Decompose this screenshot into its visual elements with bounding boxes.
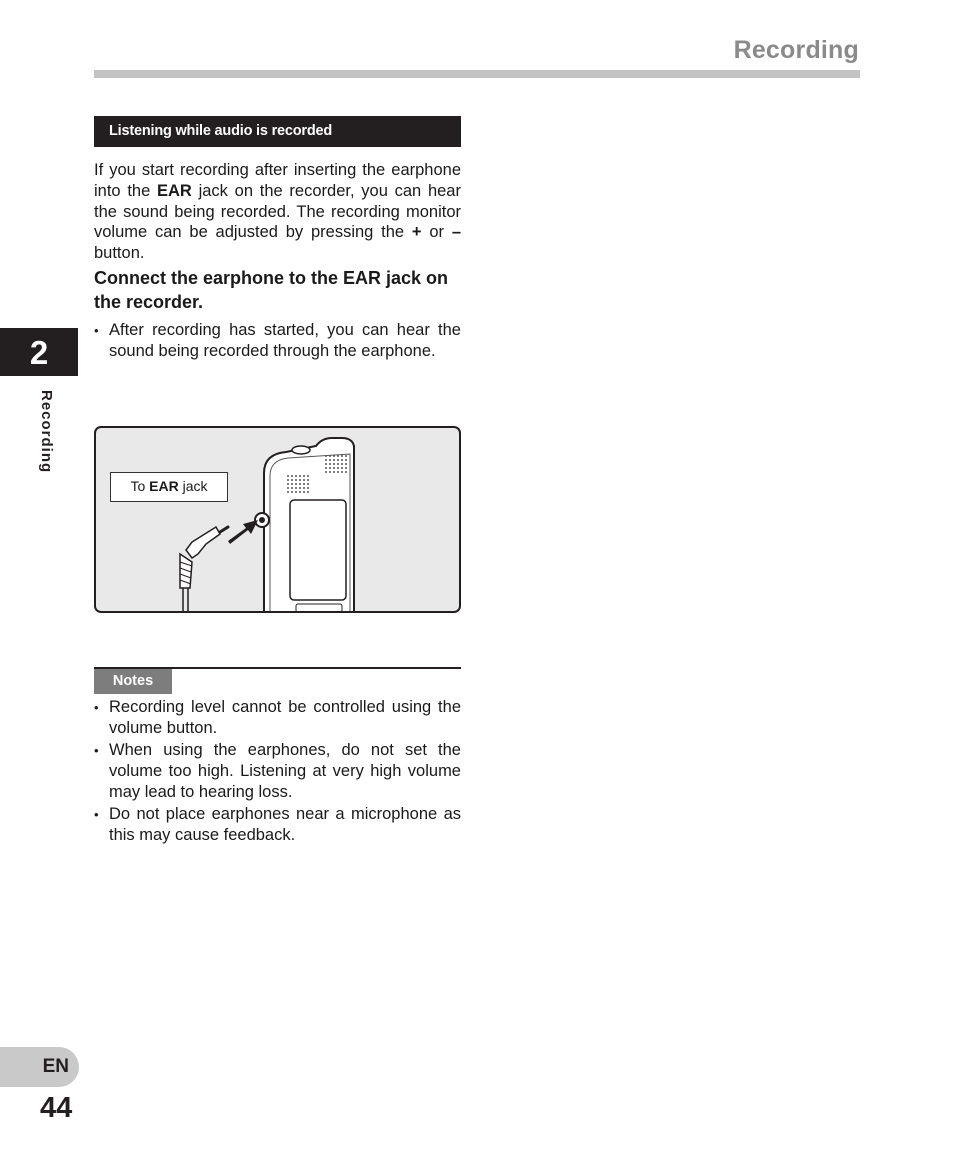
section-heading: Listening while audio is recorded [94,116,461,147]
chapter-number-tab: 2 [0,328,78,376]
intro-paragraph: If you start recording after inserting the earphone into the EAR jack on the recorder, you can hear the sound being recorded. The recording monitor volume can be adjusted by pressing the + or – button. [94,161,461,263]
list-item: • After recording has started, you can hear the sound being recorded through the earphone. [94,320,461,362]
notes-label: Notes [94,669,172,694]
instruction-heading: Connect the earphone to the EAR jack on the recorder. [94,268,449,312]
chapter-title-vertical: Recording [38,390,55,474]
ear-label: EAR [157,181,192,200]
page-title: Recording [733,36,859,64]
step-bullet-list [94,320,461,362]
ear-jack-callout: To EAR jack [110,472,228,502]
list-item: • Recording level cannot be controlled using the volume button. [94,697,461,739]
recorder-earphone-drawing [96,428,461,613]
header-rule [94,70,860,78]
language-badge: EN [0,1047,79,1087]
list-item: • Do not place earphones near a microphone as this may cause feedback. [94,804,461,846]
earphone-illustration [94,426,461,613]
page-number: 44 [40,1092,73,1124]
notes-list [94,697,461,847]
plus-symbol: + [411,223,422,242]
minus-symbol: – [451,223,461,242]
list-item: • When using the earphones, do not set the volume too high. Listening at very high volume may lead to hearing loss. [94,740,461,803]
